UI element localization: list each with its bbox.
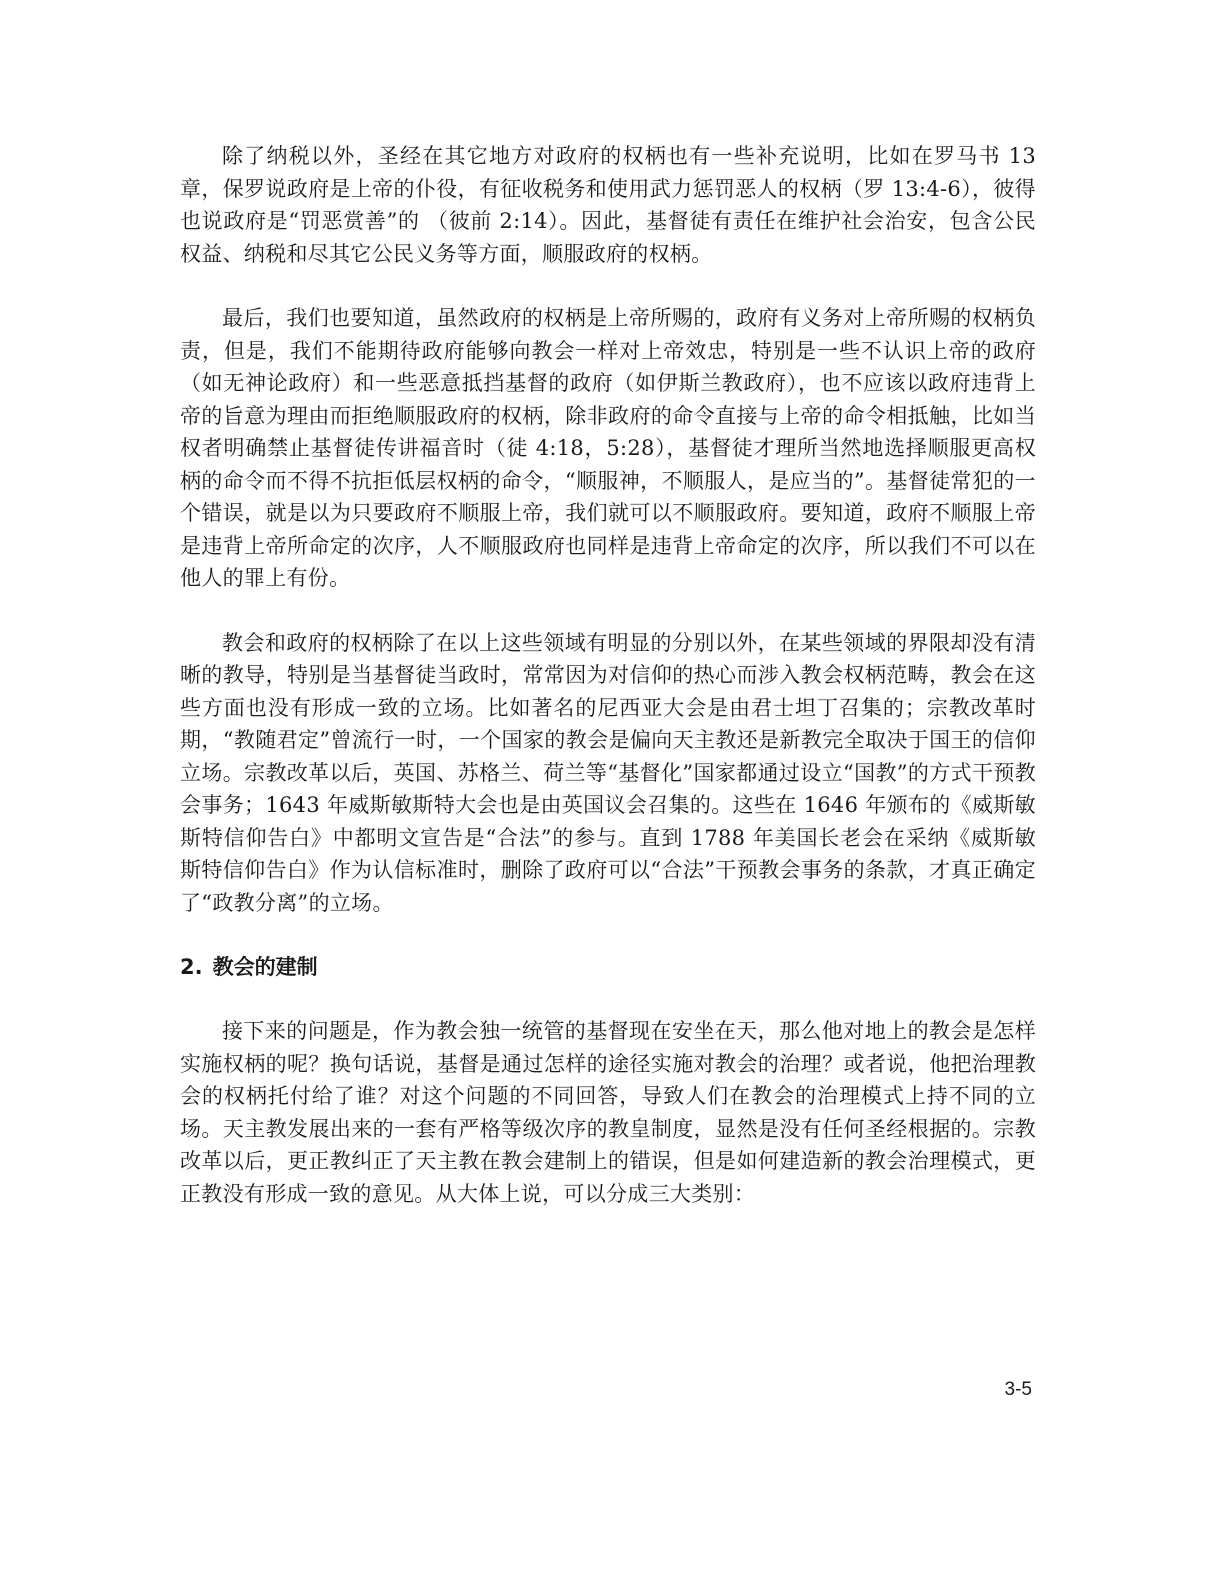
page-number: 3-5 [1004, 1379, 1032, 1400]
paragraph-church-state-boundaries: 教会和政府的权柄除了在以上这些领域有明显的分别以外，在某些领域的界限却没有清晰的教导，特别是当基督徒当政时，常常因为对信仰的热心而涉入教会权柄范畴，教会在这些方面也没有形成一致的立场。比如著名的尼西亚大会是由君士坦丁召集的；宗教改革时期，“教随君定”曾流行一时，一个国家的教会是偏向天主教还是新教完全取决于国王的信仰立场。宗教改革以后，英国、苏格兰、荷兰等“基督化”国家都通过设立“国教”的方式干预教会事务；1643 年威斯敏斯特大会也是由英国议会召集的。这些在 1646 年颁布的《威斯敏斯特信仰告白》中都明文宣告是“合法”的参与。直到 1788 年美国长老会在采纳《威斯敏斯特信仰告白》作为认信标准时，删除了政府可以“合法”干预教会事务的条款，才真正确定了“政教分离”的立场。 [180, 630, 1036, 915]
section-number: 2. [180, 955, 203, 979]
paragraph-taxes-authority: 除了纳税以外，圣经在其它地方对政府的权柄也有一些补充说明，比如在罗马书 13 章，保罗说政府是上帝的仆役，有征收税务和使用武力惩罚恶人的权柄（罗 13:4-6），彼得也说政府是“罚恶赏善”的 （彼前 2:14）。因此，基督徒有责任在维护社会治安，包含公民权益、纳税和尽其它公民义务等方面，顺服政府的权柄。 [180, 144, 1036, 266]
section-heading [180, 951, 1036, 983]
section-title: 教会的建制 [212, 955, 318, 979]
page-content [180, 140, 1036, 1210]
paragraph-obedience-limits: 最后，我们也要知道，虽然政府的权柄是上帝所赐的，政府有义务对上帝所赐的权柄负责，但是，我们不能期待政府能够向教会一样对上帝效忠，特别是一些不认识上帝的政府（如无神论政府）和一些恶意抵挡基督的政府（如伊斯兰教政府），也不应该以政府违背上帝的旨意为理由而拒绝顺服政府的权柄，除非政府的命令直接与上帝的命令相抵触，比如当权者明确禁止基督徒传讲福音时（徒 4:18，5:28），基督徒才理所当然地选择顺服更高权柄的命令而不得不抗拒低层权柄的命令，“顺服神，不顺服人，是应当的”。基督徒常犯的一个错误，就是以为只要政府不顺服上帝，我们就可以不顺服政府。要知道，政府不顺服上帝是违背上帝所命定的次序，人不顺服政府也同样是违背上帝命定的次序，所以我们不可以在他人的罪上有份。 [180, 306, 1036, 590]
paragraph-church-governance: 接下来的问题是，作为教会独一统管的基督现在安坐在天，那么他对地上的教会是怎样实施权柄的呢？换句话说，基督是通过怎样的途径实施对教会的治理？或者说，他把治理教会的权柄托付给了谁？对这个问题的不同回答，导致人们在教会的治理模式上持不同的立场。天主教发展出来的一套有严格等级次序的教皇制度，显然是没有任何圣经根据的。宗教改革以后，更正教纠正了天主教在教会建制上的错误，但是如何建造新的教会治理模式，更正教没有形成一致的意见。从大体上说，可以分成三大类别： [180, 1019, 1036, 1206]
